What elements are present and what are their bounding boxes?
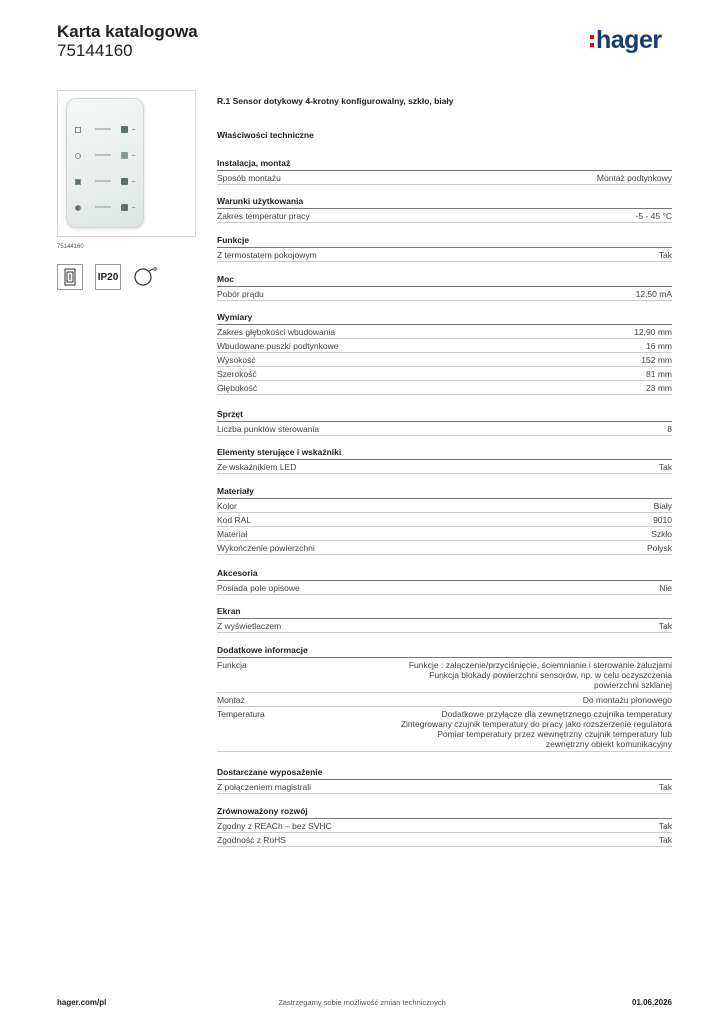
spec-key: Funkcja — [217, 660, 247, 670]
spec-row — [217, 541, 672, 555]
spec-key: Z wyświetlaczem — [217, 621, 282, 631]
spec-value: Tak — [658, 782, 672, 792]
spec-key: Wysokość — [217, 355, 256, 365]
spec-value: Połysk — [646, 543, 672, 553]
spec-section — [217, 234, 672, 262]
spec-value-line: powierzchni szklanej — [594, 680, 672, 690]
touch-sensor-illustration — [66, 98, 144, 228]
hager-logo — [590, 26, 662, 55]
spec-value: Nie — [659, 583, 672, 593]
section-title: Dodatkowe informacje — [217, 644, 672, 658]
spec-key: Wykończenie powierzchni — [217, 543, 315, 553]
spec-row — [217, 339, 672, 353]
spec-key: Zgodny z REACh – bez SVHC — [217, 821, 332, 831]
spec-key: Sposób montażu — [217, 173, 281, 183]
section-title: Wymiary — [217, 311, 672, 325]
spec-row — [217, 833, 672, 847]
sensor-row-1 — [75, 125, 135, 135]
spec-row — [217, 367, 672, 381]
spec-row — [217, 693, 672, 707]
spec-key: Materiał — [217, 529, 248, 539]
spec-value: Do montażu pionowego — [582, 695, 672, 705]
section-title: Warunki użytkowania — [217, 195, 672, 209]
spec-key: Temperatura — [217, 709, 265, 719]
spec-key: Ze wskaźnikiem LED — [217, 462, 297, 472]
footer-date: 01.06.2026 — [631, 998, 672, 1007]
spec-value-line: Zintegrowany czujnik temperatury do pracy jako rozszerzenie regulatora — [400, 719, 672, 729]
spec-key: Kod RAL — [217, 515, 252, 525]
spec-value — [367, 709, 672, 751]
section-title: Zrównoważony rozwój — [217, 805, 672, 819]
spec-row — [217, 422, 672, 436]
spec-section — [217, 157, 672, 185]
spec-section — [217, 408, 672, 436]
spec-section — [217, 644, 672, 752]
sensor-row-3 — [75, 177, 135, 187]
spec-value: Szkło — [651, 529, 672, 539]
spec-section — [217, 485, 672, 555]
spec-row — [217, 460, 672, 474]
spec-key: Szerokość — [217, 369, 257, 379]
spec-key: Montaż — [217, 695, 245, 705]
spec-section — [217, 446, 672, 474]
spec-section — [217, 766, 672, 794]
spec-row — [217, 527, 672, 541]
spec-key: Z połączeniem magistrali — [217, 782, 312, 792]
section-title: Materiały — [217, 485, 672, 499]
product-title: R.1 Sensor dotykowy 4-krotny konfigurowalny, szkło, biały — [217, 96, 454, 106]
temperature-sensor-icon — [133, 264, 159, 290]
spec-value: 81 mm — [646, 369, 672, 379]
spec-row — [217, 325, 672, 339]
section-title: Moc — [217, 273, 672, 287]
spec-value: 152 mm — [641, 355, 672, 365]
footer-disclaimer: Zastrzegamy sobie możliwość zmian technicznych — [278, 998, 446, 1007]
spec-key: Głębokość — [217, 383, 258, 393]
spec-key: Zakres temperatur pracy — [217, 211, 310, 221]
logo-dots-icon — [590, 35, 595, 51]
spec-value: Tak — [658, 462, 672, 472]
section-title: Ekran — [217, 605, 672, 619]
spec-section — [217, 195, 672, 223]
spec-section — [217, 273, 672, 301]
spec-value-line: Pomiar temperatury przez wewnętrzny czujnik temperatury lub — [437, 729, 672, 739]
ip20-badge: IP20 — [95, 264, 121, 290]
section-title: Instalacja, montaż — [217, 157, 672, 171]
image-caption: 75144160 — [57, 244, 84, 250]
spec-row — [217, 381, 672, 395]
spec-row — [217, 780, 672, 794]
spec-value: -5 - 45 °C — [635, 211, 672, 221]
spec-key: Zgodność z RoHS — [217, 835, 286, 845]
tech-heading: Właściwości techniczne — [217, 130, 314, 140]
page-title: Karta katalogowa — [57, 22, 198, 41]
spec-section — [217, 605, 672, 633]
spec-row — [217, 581, 672, 595]
product-image — [57, 90, 196, 237]
spec-row — [217, 287, 672, 301]
spec-section — [217, 311, 672, 395]
section-title: Funkcje — [217, 234, 672, 248]
spec-key: Posiada pole opisowe — [217, 583, 300, 593]
spec-row — [217, 499, 672, 513]
spec-key: Zakres głębokości wbudowania — [217, 327, 336, 337]
spec-key: Kolor — [217, 501, 237, 511]
spec-key: Wbudowane puszki podtynkowe — [217, 341, 339, 351]
section-title: Elementy sterujące i wskaźniki — [217, 446, 672, 460]
section-title: Sprzęt — [217, 408, 672, 422]
spec-value: 16 mm — [646, 341, 672, 351]
spec-value-line: Funkcja blokady powierzchni sensorów, np. w celu oczyszczenia — [429, 670, 672, 680]
spec-row — [217, 353, 672, 367]
spec-value: Montaż podtynkowy — [596, 173, 672, 183]
section-title: Dostarczane wyposażenie — [217, 766, 672, 780]
spec-key: Z termostatem pokojowym — [217, 250, 317, 260]
spec-value: 12,50 mA — [635, 289, 672, 299]
spec-key: Pobór prądu — [217, 289, 264, 299]
spec-row — [217, 513, 672, 527]
spec-row — [217, 171, 672, 185]
spec-section — [217, 805, 672, 847]
spec-value: Tak — [658, 835, 672, 845]
spec-row — [217, 248, 672, 262]
spec-row — [217, 658, 672, 693]
footer-website[interactable]: hager.com/pl — [57, 998, 107, 1007]
sensor-row-4 — [75, 203, 135, 213]
spec-row — [217, 819, 672, 833]
spec-value-line: Dodatkowe przyłącze dla zewnętrznego czujnika temperatury — [441, 709, 672, 719]
spec-value-line: zewnętrzny obiekt komunikacyjny — [545, 739, 672, 749]
logo-text: hager — [596, 26, 662, 54]
spec-value: Biały — [653, 501, 672, 511]
product-number: 75144160 — [57, 41, 133, 60]
section-title: Akcesoria — [217, 567, 672, 581]
spec-value-line: Funkcje : załączenie/przyciśnięcie, ściemnianie i sterowanie żaluzjami — [408, 660, 672, 670]
spec-row — [217, 707, 672, 752]
flush-mount-icon — [57, 264, 83, 290]
spec-value: 23 mm — [646, 383, 672, 393]
spec-value: Tak — [658, 821, 672, 831]
spec-value: 9010 — [653, 515, 672, 525]
spec-value: Tak — [658, 621, 672, 631]
sensor-row-2 — [75, 151, 135, 161]
spec-key: Liczba punktów sterowania — [217, 424, 320, 434]
spec-value: Tak — [658, 250, 672, 260]
spec-value: 8 — [667, 424, 672, 434]
spec-value: 12,90 mm — [634, 327, 672, 337]
spec-row — [217, 619, 672, 633]
spec-value — [367, 660, 672, 692]
spec-row — [217, 209, 672, 223]
spec-section — [217, 567, 672, 595]
